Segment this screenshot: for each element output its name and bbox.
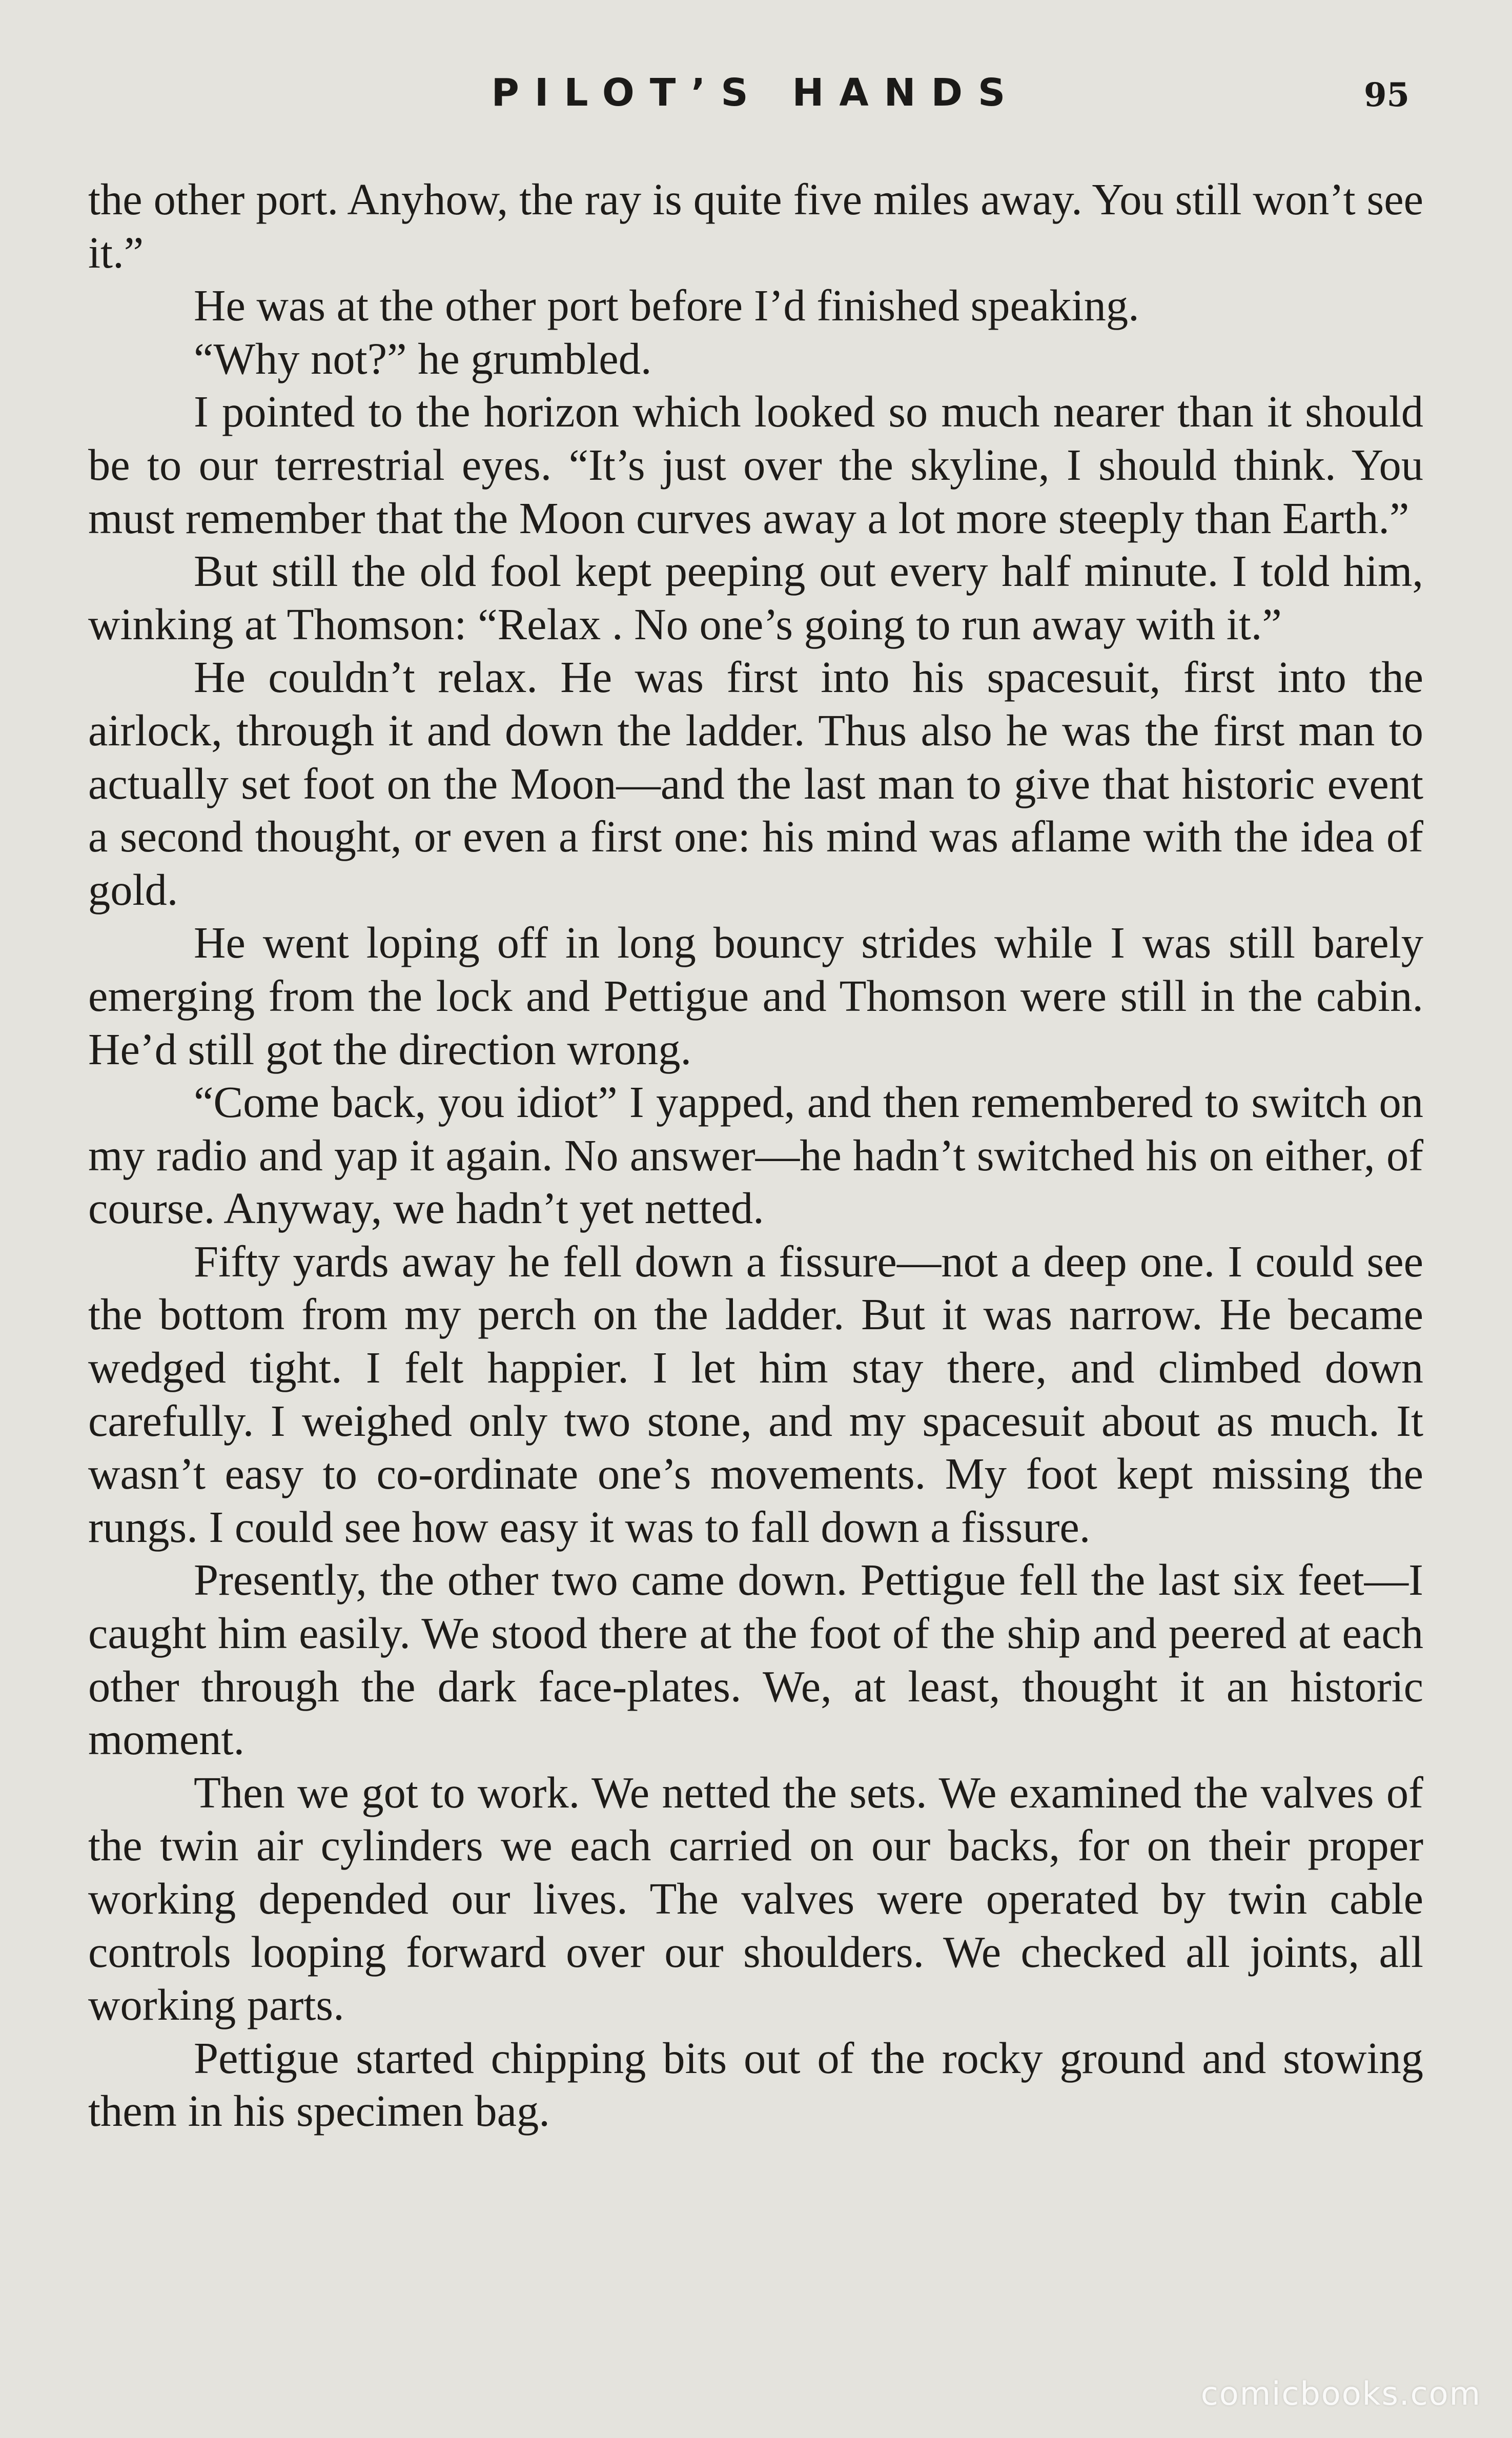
paragraph-1: the other port. Anyhow, the ray is quite five miles away. You still won’t see it.” xyxy=(88,175,1423,277)
paragraph-12: Pettigue started chipping bits out of the rocky ground and stowing them in his specimen bag. xyxy=(88,2033,1423,2136)
paragraph-10: Presently, the other two came down. Pettigue fell the last six feet—I caught him easily. We stood there at the foot of the ship and peered at each other through the dark face-plates. We, at least, thought it an historic moment. xyxy=(88,1555,1423,1764)
paragraph-11: Then we got to work. We netted the sets. We examined the valves of the twin air cylinders we each carried on our backs, for on their proper working depended our lives. The valves were operated by twin cable controls looping forward over our shoulders. We checked all joints, all working parts. xyxy=(88,1767,1423,2030)
paragraph-5: But still the old fool kept peeping out every half minute. I told him, winking at Thomson: “Relax . No one’s going to run away with it.” xyxy=(88,546,1423,649)
page-number: 95 xyxy=(1363,76,1409,114)
paragraph-3: “Why not?” he grumbled. xyxy=(194,334,652,383)
paragraph-6: He couldn’t relax. He was first into his spacesuit, first into the airlock, through it and down the ladder. Thus also he was the first man to actually set foot on the Moon—and the last man to give that historic event a second thought, or even a first one: his mind was aflame with the idea of gold. xyxy=(88,653,1423,915)
paragraph-4: I pointed to the horizon which looked so much nearer than it should be to our terrestrial eyes. “It’s just over the skyline, I should think. You must remember that the Moon curves away a lot more steeply than Earth.” xyxy=(88,387,1423,543)
paragraph-2: He was at the other port before I’d finished speaking. xyxy=(194,281,1139,331)
running-header xyxy=(0,71,1512,127)
paragraph-9: Fifty yards away he fell down a fissure—not a deep one. I could see the bottom from my perch on the ladder. But it was narrow. He became wedged tight. I felt happier. I let him stay there, and climbed down carefully. I weighed only two stone, and my spacesuit about as much. It wasn’t easy to co-ordinate one’s movements. My foot kept missing the rungs. I could see how easy it was to fall down a fissure. xyxy=(88,1236,1423,1552)
watermark: comicbooks.com xyxy=(1200,2375,1481,2412)
paragraph-7: He went loping off in long bouncy strides while I was still barely emerging from the lock and Pettigue and Thomson were still in the cabin. He’d still got the direction wrong. xyxy=(88,918,1423,1074)
body-text xyxy=(88,173,1423,2138)
running-title: PILOT’S HANDS xyxy=(491,71,1021,115)
paragraph-8: “Come back, you idiot” I yapped, and then remembered to switch on my radio and yap it again. No answer—he hadn’t switched his on either, of course. Anyway, we hadn’t yet netted. xyxy=(88,1078,1423,1233)
